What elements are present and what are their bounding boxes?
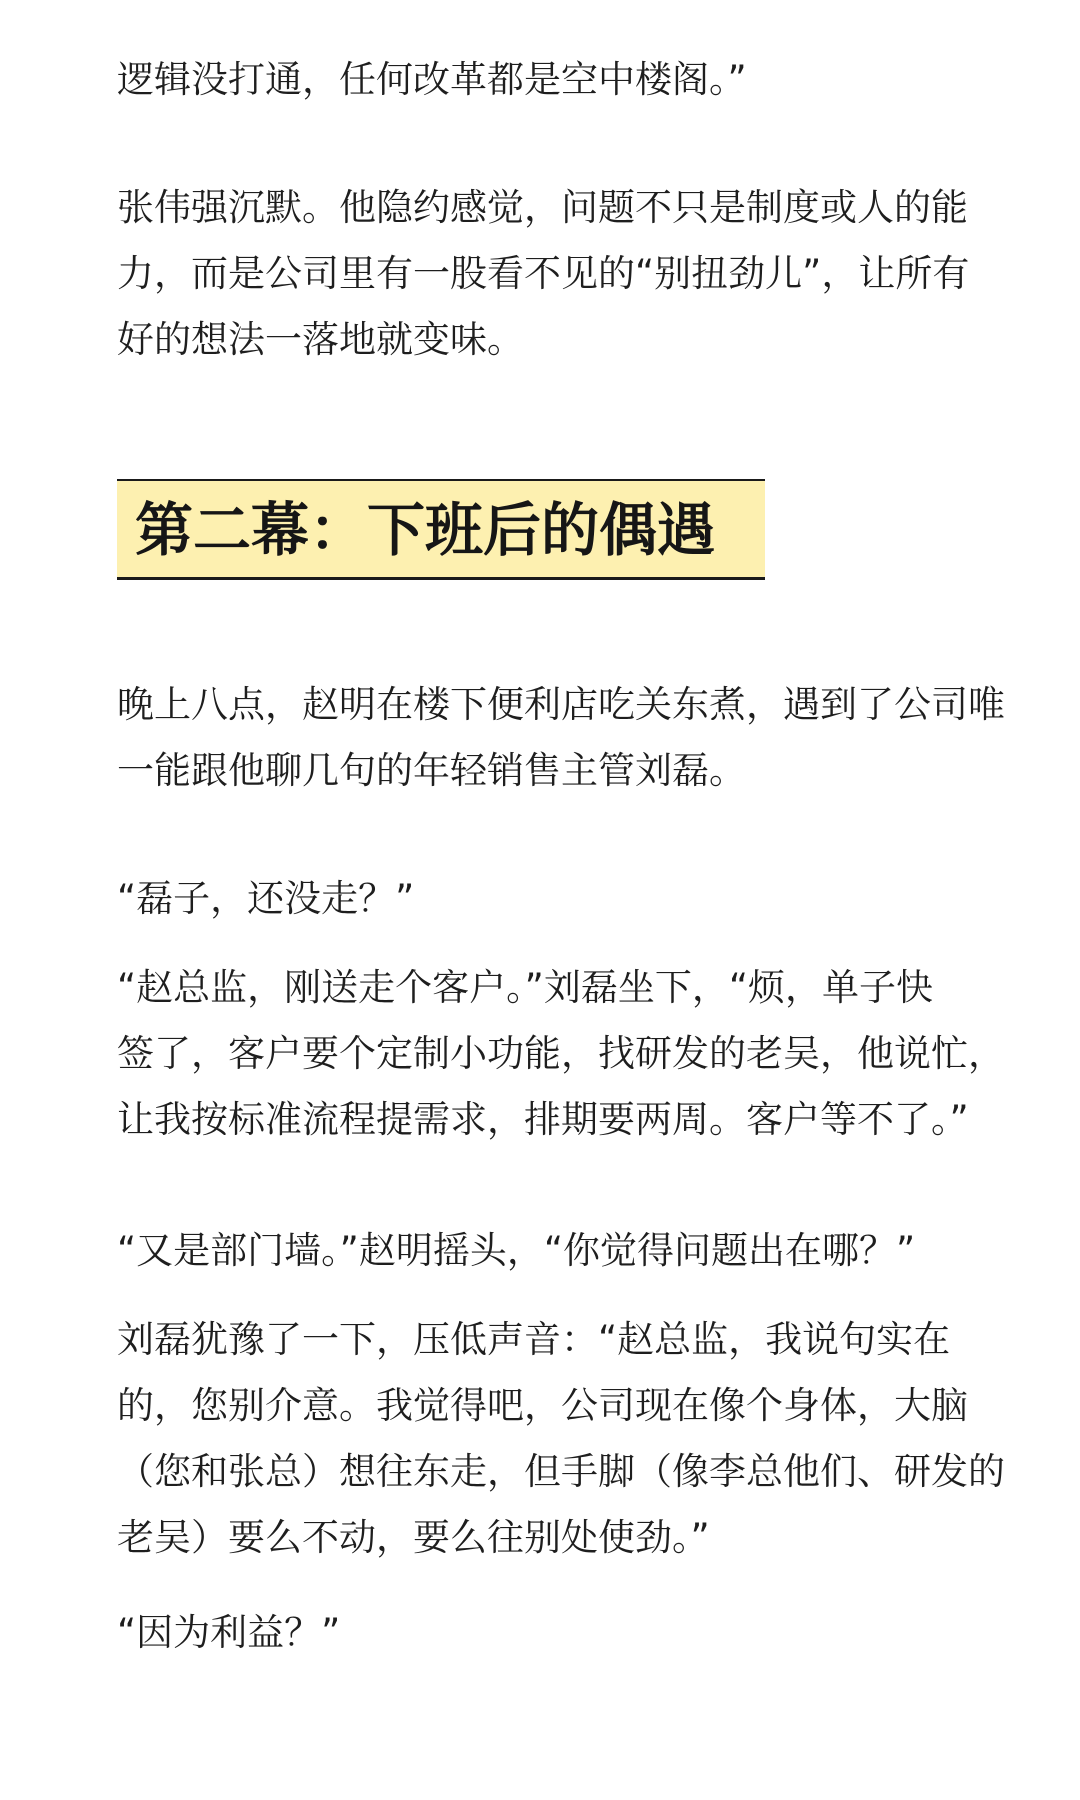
section-heading: 第二幕：下班后的偶遇 — [135, 496, 716, 564]
paragraph-evening-encounter — [117, 672, 1020, 804]
text-line: 的，您别介意。我觉得吧，公司现在像个身体，大脑 — [117, 1384, 968, 1427]
paragraph-dialogue-4 — [117, 1307, 1020, 1571]
text-line: 好的想法一落地就变味。 — [117, 318, 524, 361]
text-line: 力，而是公司里有一股看不见的“别扭劲儿”，让所有 — [117, 252, 970, 295]
text-line: 让我按标准流程提需求，排期要两周。客户等不了。” — [117, 1098, 969, 1141]
text-line: 老吴）要么不动，要么往别处使劲。” — [117, 1516, 710, 1559]
paragraph-dialogue-2 — [117, 955, 1020, 1153]
text-line: 一能跟他聊几句的年轻销售主管刘磊。 — [117, 749, 746, 792]
paragraph-zhang-silence — [117, 175, 1020, 373]
text-line: 签了，客户要个定制小功能，找研发的老吴，他说忙， — [117, 1032, 1005, 1075]
text-line: 张伟强沉默。他隐约感觉，问题不只是制度或人的能 — [117, 186, 968, 229]
text-line: “赵总监，刚送走个客户。”刘磊坐下，“烦，单子快 — [117, 966, 934, 1009]
text-line: “磊子，还没走？” — [117, 877, 415, 920]
paragraph-dialogue-5 — [117, 1600, 1020, 1666]
text-line: “又是部门墙。”赵明摇头，“你觉得问题出在哪？” — [117, 1229, 916, 1272]
text-line: 刘磊犹豫了一下，压低声音：“赵总监，我说句实在 — [117, 1318, 951, 1361]
text-line: 逻辑没打通，任何改革都是空中楼阁。” — [117, 58, 747, 101]
paragraph-dialogue-1 — [117, 866, 1020, 932]
paragraph-dialogue-3 — [117, 1218, 1020, 1284]
section-heading-box — [117, 479, 765, 580]
text-line: “因为利益？” — [117, 1611, 341, 1654]
text-line: （您和张总）想往东走，但手脚（像李总他们、研发的 — [117, 1450, 1005, 1493]
text-line: 晚上八点，赵明在楼下便利店吃关东煮，遇到了公司唯 — [117, 683, 1005, 726]
paragraph-logic — [117, 47, 1020, 113]
